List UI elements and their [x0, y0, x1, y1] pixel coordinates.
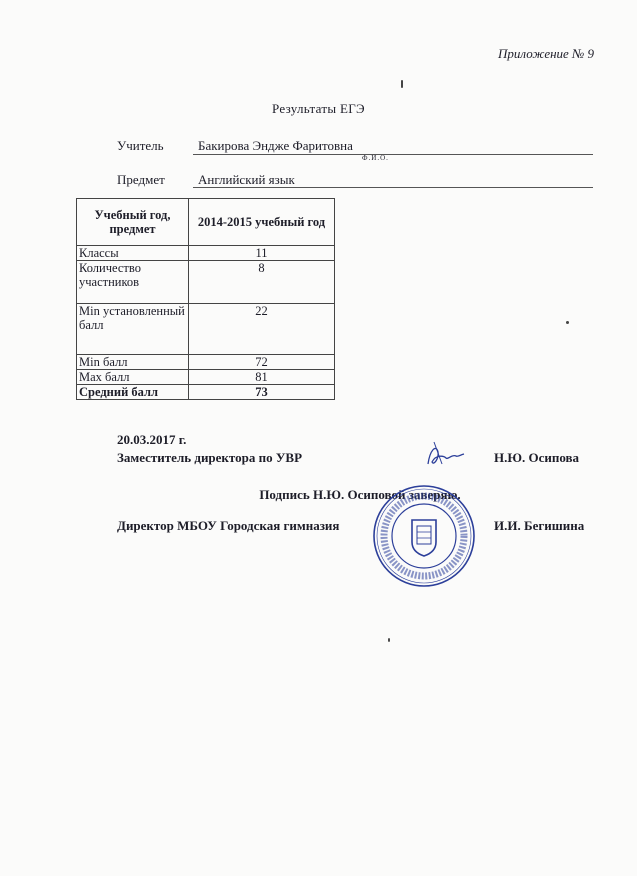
deputy-title: Заместитель директора по УВР	[117, 450, 303, 465]
table-row	[77, 246, 335, 261]
row-label: Классы	[77, 246, 189, 261]
document-title: Результаты ЕГЭ	[272, 101, 365, 116]
certification-text: Подпись Н.Ю. Осиповой заверяю.	[259, 487, 461, 502]
row-label: Средний балл	[77, 385, 189, 400]
scan-speck	[401, 80, 403, 88]
row-value: 8	[189, 261, 335, 304]
scan-speck	[566, 321, 569, 324]
row-value: 22	[189, 304, 335, 355]
row-label: Min балл	[77, 355, 189, 370]
header-school-year: 2014-2015 учебный год	[189, 199, 335, 246]
teacher-name: Бакирова Эндже Фаритовна	[198, 138, 353, 153]
row-value: 73	[189, 385, 335, 400]
row-value: 72	[189, 355, 335, 370]
results-table	[76, 198, 335, 400]
official-seal	[372, 484, 476, 588]
director-name: И.И. Бегишина	[494, 518, 585, 533]
row-label: Min установленный балл	[77, 304, 189, 355]
document-date: 20.03.2017 г.	[117, 432, 187, 447]
scan-speck	[388, 638, 390, 642]
subject-underline	[193, 187, 593, 188]
table-header-row	[77, 199, 335, 246]
table-row	[77, 304, 335, 355]
signature-mark	[420, 438, 470, 472]
table-row	[77, 385, 335, 400]
teacher-label: Учитель	[117, 138, 164, 153]
director-title: Директор МБОУ Городская гимназия	[117, 518, 340, 533]
teacher-underline	[193, 154, 593, 155]
table-row	[77, 355, 335, 370]
appendix-number: Приложение № 9	[498, 46, 595, 61]
fio-caption: Ф.И.О.	[362, 154, 389, 162]
deputy-name: Н.Ю. Осипова	[494, 450, 580, 465]
row-value: 11	[189, 246, 335, 261]
row-label: Количество участников	[77, 261, 189, 304]
row-value: 81	[189, 370, 335, 385]
subject-label: Предмет	[117, 172, 165, 187]
table-row	[77, 370, 335, 385]
table-row	[77, 261, 335, 304]
subject-name: Английский язык	[198, 172, 295, 187]
row-label: Max балл	[77, 370, 189, 385]
header-year-subject: Учебный год, предмет	[77, 199, 189, 246]
